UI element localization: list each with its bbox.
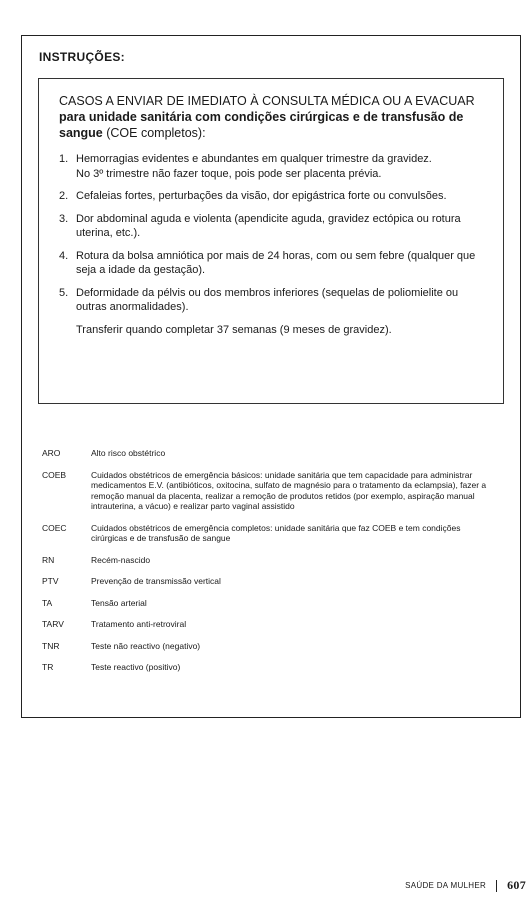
abbreviation-code: TR <box>42 662 54 672</box>
referral-item-1 <box>59 152 483 181</box>
referral-item-4 <box>59 249 483 278</box>
referral-item-2 <box>59 189 483 204</box>
abbreviation-row <box>42 662 488 673</box>
abbreviation-row <box>42 576 488 587</box>
transfer-note: Transferir quando completar 37 semanas (9 meses de gravidez). <box>76 323 392 336</box>
abbreviation-definition: Alto risco obstétrico <box>91 448 166 458</box>
referral-item-text: No 3º trimestre não fazer toque, pois pode ser placenta prévia. <box>76 167 382 180</box>
abbreviation-definition: Tratamento anti-retroviral <box>91 619 187 629</box>
referral-title-part2: para unidade sanitária com condições cirúrgicas e de transfusão de sangue <box>59 110 464 140</box>
abbreviation-definition: Prevenção de transmissão vertical <box>91 576 221 586</box>
abbreviation-row <box>42 619 488 630</box>
abbreviation-list <box>42 448 488 684</box>
referral-box-title <box>59 93 483 141</box>
referral-title-part3: (COE completos): <box>102 126 206 140</box>
abbreviation-definition: Recém-nascido <box>91 554 151 565</box>
referral-item-text: Rotura da bolsa amniótica por mais de 24 horas, com ou sem febre (qualquer que seja a idade da gestação). <box>76 249 476 276</box>
abbreviation-definition: Cuidados obstétricos de emergência básicos: unidade sanitária que tem capacidade para administrar medicamentos E.V. (antibióticos, oxitocina, sulfato de magnésio para o tratamento da eclampsia), fazer a remoção manual da placenta, realizar a remoção de produtos retidos (por exemplo, aspiração manual intrauterina, a vácuo) e realizar parto vaginal assistido <box>91 469 487 511</box>
abbreviation-code: TA <box>42 597 53 608</box>
referral-box <box>38 78 504 404</box>
abbreviation-row <box>42 555 488 566</box>
abbreviation-code: COEB <box>42 469 67 480</box>
referral-item-number: 5. <box>59 286 69 299</box>
abbreviation-code: RN <box>42 554 55 565</box>
referral-item-3 <box>59 212 483 241</box>
section-title: SAÚDE DA MULHER <box>405 881 487 890</box>
abbreviation-row <box>42 448 488 459</box>
abbreviation-code: PTV <box>42 576 59 586</box>
page-footer <box>405 878 526 893</box>
abbreviation-definition: Cuidados obstétricos de emergência completos: unidade sanitária que faz COEB e tem condições cirúrgicas e de transfusão de sangue <box>91 522 461 543</box>
abbreviation-definition: Teste não reactivo (negativo) <box>91 640 201 651</box>
abbreviation-row <box>42 598 488 609</box>
abbreviation-row <box>42 523 488 544</box>
footer-divider <box>496 880 497 892</box>
referral-item-text: Hemorragias evidentes e abundantes em qualquer trimestre da gravidez. <box>76 153 432 165</box>
instructions-panel <box>21 35 521 718</box>
abbreviation-code: TNR <box>42 640 60 651</box>
referral-title-part1: CASOS A ENVIAR DE IMEDIATO À CONSULTA MÉDICA OU A EVACUAR <box>59 94 475 108</box>
abbreviation-code: TARV <box>42 619 64 629</box>
referral-item-text: Deformidade da pélvis ou dos membros inferiores (sequelas de poliomielite ou outras anormalidades). <box>76 286 459 313</box>
page-number: 607 <box>507 878 526 892</box>
instructions-title: INSTRUÇÕES: <box>39 50 125 64</box>
abbreviation-code: COEC <box>42 522 67 533</box>
referral-item-number: 3. <box>59 212 69 225</box>
referral-item-number: 1. <box>59 153 69 165</box>
referral-list <box>59 152 483 315</box>
abbreviation-definition: Teste reactivo (positivo) <box>91 662 181 672</box>
referral-item-text: Dor abdominal aguda e violenta (apendicite aguda, gravidez ectópica ou rotura uterina, etc.). <box>76 212 461 239</box>
abbreviation-row <box>42 470 488 512</box>
referral-item-number: 4. <box>59 249 69 262</box>
abbreviation-code: ARO <box>42 448 61 458</box>
referral-item-text: Cefaleias fortes, perturbações da visão, dor epigástrica forte ou convulsões. <box>76 190 447 202</box>
abbreviation-definition: Tensão arterial <box>91 597 147 608</box>
referral-item-5 <box>59 286 483 315</box>
referral-item-number: 2. <box>59 190 69 202</box>
abbreviation-row <box>42 641 488 652</box>
